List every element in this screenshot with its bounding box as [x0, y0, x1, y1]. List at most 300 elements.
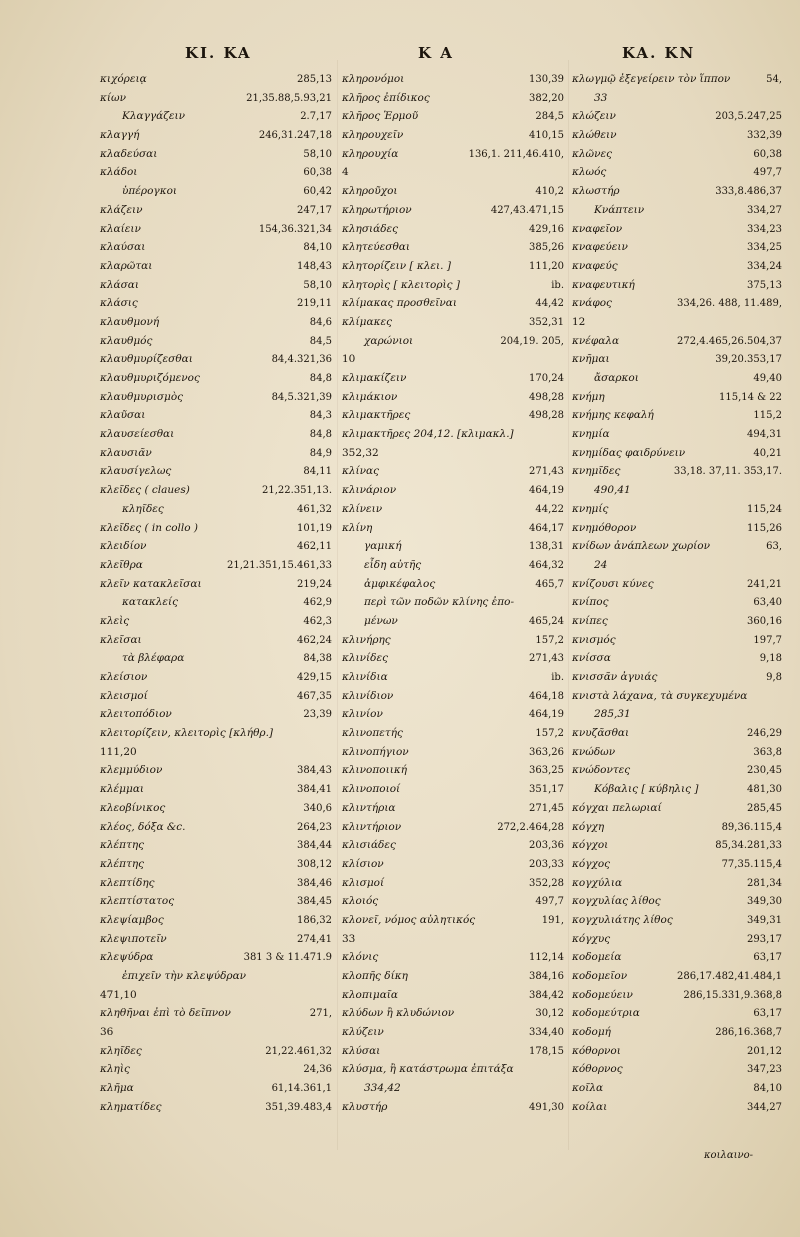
index-entry: [342, 705, 564, 724]
entry-headword: κνιστὰ λάχανα, τὰ συγκεχυμένα: [572, 689, 748, 702]
entry-reference: 247,17: [297, 204, 332, 216]
entry-reference: 491,30: [529, 1101, 564, 1113]
index-entry: [342, 761, 564, 780]
index-entry: [572, 892, 782, 911]
entry-reference: 157,2: [535, 728, 564, 740]
index-entry: [342, 201, 564, 220]
index-entry: [572, 462, 782, 481]
entry-headword: κλητεύεσθαι: [342, 241, 410, 254]
index-entry: [572, 444, 782, 463]
index-entry: [572, 649, 782, 668]
entry-headword: κλιντήριον: [342, 820, 402, 833]
index-entry: [100, 743, 332, 762]
index-entry: [572, 145, 782, 164]
entry-headword: κνίδων ἀνάπλεων χωρίον: [572, 540, 710, 553]
index-entry: [342, 257, 564, 276]
index-entry: [100, 1004, 332, 1023]
entry-reference: 9,8: [766, 672, 782, 683]
entry-reference: 115,2: [753, 410, 782, 422]
entry-reference: 30,12: [535, 1008, 564, 1020]
entry-headword: κλύσαι: [342, 1044, 381, 1057]
index-entry: [572, 1042, 782, 1061]
entry-headword: κλῶνες: [572, 147, 613, 160]
entry-reference: 61,14.361,1: [271, 1083, 332, 1095]
entry-headword: κοδομεύειν: [572, 988, 633, 1001]
index-entry: [572, 911, 782, 930]
entry-reference: 333,8.486,37: [715, 186, 782, 198]
index-entry: [100, 799, 332, 818]
entry-headword: ὑπέρογκοι: [122, 185, 178, 198]
entry-reference: 464,32: [529, 559, 564, 571]
entry-headword: κλεῖδες ( in collo ): [100, 521, 199, 534]
entry-headword: κλητορίζειν [ κλει. ]: [342, 259, 451, 272]
entry-reference: 464,19: [529, 485, 564, 497]
index-entry: [572, 126, 782, 145]
entry-headword: κνίπες: [572, 614, 608, 627]
entry-headword: κλεῖθρα: [100, 558, 143, 571]
entry-reference: 334,26. 488, 11.489,: [677, 298, 782, 310]
entry-reference: 284,5: [535, 111, 564, 123]
entry-reference: 481,30: [747, 784, 782, 796]
entry-headword: κλισιάδες: [342, 839, 396, 852]
index-entry: [572, 724, 782, 743]
entry-reference: 84,10: [303, 242, 332, 254]
index-entry: [100, 89, 332, 108]
index-entry: [100, 276, 332, 295]
entry-headword: 33: [342, 932, 356, 945]
entry-reference: 334,27: [747, 204, 782, 216]
entry-headword: κνήμη: [572, 390, 605, 403]
index-entry: [100, 911, 332, 930]
entry-reference: 246,31.247,18: [258, 130, 332, 142]
entry-reference: 84,3: [309, 410, 332, 422]
entry-headword: κλεψιποτεῖν: [100, 932, 167, 945]
entry-headword: κλαυθμονή: [100, 315, 160, 328]
index-entry: [100, 967, 332, 986]
entry-reference: 464,19: [529, 709, 564, 721]
entry-reference: 272,4.465,26.504,37: [677, 335, 782, 347]
entry-reference: 497,7: [753, 167, 782, 179]
entry-headword: Κνάπτειν: [594, 203, 645, 216]
index-entry: [100, 761, 332, 780]
index-entry: [100, 1079, 332, 1098]
index-entry: [100, 444, 332, 463]
entry-headword: κλάζειν: [100, 203, 143, 216]
index-entry: [342, 1079, 564, 1098]
entry-headword: κληρωτήριον: [342, 203, 412, 216]
index-entry: [342, 948, 564, 967]
entry-headword: κλειτοπόδιον: [100, 708, 172, 721]
entry-headword: 36: [100, 1026, 114, 1039]
index-entry: [342, 668, 564, 687]
index-entry: [342, 163, 564, 182]
entry-reference: 136,1. 211,46.410,: [468, 148, 564, 160]
entry-headword: κλέπτης: [100, 857, 145, 870]
entry-headword: κλάδοι: [100, 166, 138, 179]
index-entry: [100, 593, 332, 612]
entry-reference: 462,11: [297, 541, 332, 553]
entry-reference: 84,4.321,36: [271, 354, 332, 366]
index-entry: [572, 1004, 782, 1023]
entry-reference: 148,43: [297, 260, 332, 272]
entry-reference: 111,20: [529, 260, 564, 272]
index-entry: [572, 780, 782, 799]
index-entry: [342, 556, 564, 575]
entry-headword: κλεοβίνικος: [100, 801, 166, 814]
entry-headword: κλεὶς: [100, 614, 130, 627]
index-entry: [100, 818, 332, 837]
entry-reference: 344,27: [747, 1101, 782, 1113]
index-entry: [572, 743, 782, 762]
entry-reference: 332,39: [747, 130, 782, 142]
entry-reference: 112,14: [529, 952, 564, 964]
index-entry: [572, 481, 782, 500]
entry-headword: κλῆρος ἐπίδικος: [342, 91, 430, 104]
index-entry: [342, 70, 564, 89]
index-entry: [342, 986, 564, 1005]
entry-headword: κλάσαι: [100, 278, 140, 291]
index-entry: [572, 855, 782, 874]
entry-headword: κλεισμοί: [100, 689, 148, 702]
index-entry: [100, 294, 332, 313]
entry-headword: κναφευτική: [572, 278, 635, 291]
entry-reference: 58,10: [303, 148, 332, 160]
entry-reference: 462,24: [297, 634, 332, 646]
index-entry: [100, 948, 332, 967]
entry-headword: κλινοποιική: [342, 764, 407, 777]
entry-reference: 334,23: [747, 223, 782, 235]
index-entry: [342, 107, 564, 126]
entry-reference: 191,: [541, 914, 564, 926]
index-entry: [342, 444, 564, 463]
entry-reference: 382,20: [529, 92, 564, 104]
entry-reference: 115,14 & 22: [719, 391, 782, 403]
index-entry: [572, 705, 782, 724]
entry-headword: κλεψύδρα: [100, 951, 154, 964]
index-entry: [100, 388, 332, 407]
index-entry: [572, 369, 782, 388]
entry-reference: 271,43: [529, 653, 564, 665]
entry-headword: κλυστήρ: [342, 1100, 388, 1113]
index-entry: [342, 388, 564, 407]
entry-reference: 39,20.353,17: [715, 354, 782, 366]
entry-reference: 349,30: [747, 896, 782, 908]
index-entry: [100, 612, 332, 631]
entry-reference: 201,12: [747, 1045, 782, 1057]
entry-headword: κνίπος: [572, 596, 609, 609]
index-entry: [572, 687, 782, 706]
index-entry: [342, 276, 564, 295]
catchword: κοιλαινο-: [704, 1150, 753, 1161]
index-entry: [342, 481, 564, 500]
entry-reference: 462,9: [303, 597, 332, 609]
index-entry: [100, 519, 332, 538]
entry-reference: 334,25: [747, 242, 782, 254]
index-entry: [100, 892, 332, 911]
entry-headword: κόγχοι: [572, 839, 609, 852]
entry-reference: 54,: [766, 74, 782, 85]
entry-headword: περὶ τῶν ποδῶν κλίνης ἐπο-: [364, 596, 515, 609]
entry-reference: 24,36: [303, 1064, 332, 1076]
entry-reference: 462,3: [303, 615, 332, 627]
index-entry: [572, 70, 782, 89]
entry-reference: 197,7: [753, 634, 782, 646]
entry-headword: κίων: [100, 91, 126, 104]
index-entry: [342, 687, 564, 706]
entry-reference: 334,24: [747, 260, 782, 272]
index-entry: [572, 556, 782, 575]
entry-headword: κλεπτίδης: [100, 876, 155, 889]
entry-reference: 84,5: [309, 335, 332, 347]
index-entry: [342, 649, 564, 668]
entry-headword: κλάσις: [100, 297, 138, 310]
entry-reference: 203,36: [529, 840, 564, 852]
entry-reference: 272,2.464,28: [497, 821, 564, 833]
entry-headword: κλινοπετής: [342, 727, 403, 740]
index-entry: [100, 182, 332, 201]
entry-headword: κναφεύς: [572, 259, 618, 272]
entry-headword: κνίσσα: [572, 652, 611, 665]
entry-headword: κλύσμα, ἢ κατάστρωμα ἐπιτάξα: [342, 1063, 514, 1076]
entry-reference: 465,24: [529, 615, 564, 627]
entry-headword: τὰ βλέφαρα: [122, 652, 185, 665]
entry-reference: 351,17: [529, 784, 564, 796]
entry-headword: κληρονόμοι: [342, 73, 405, 85]
index-entry: [572, 575, 782, 594]
entry-reference: 498,28: [529, 410, 564, 422]
index-entry: [572, 89, 782, 108]
entry-reference: 410,2: [535, 186, 564, 198]
entry-headword: κλοπιμαῖα: [342, 988, 399, 1001]
index-entry: [342, 220, 564, 239]
entry-headword: κλινίδες: [342, 652, 388, 665]
entry-reference: 375,13: [747, 279, 782, 291]
entry-headword: κναφεύειν: [572, 241, 628, 254]
index-entry: [572, 350, 782, 369]
index-entry: [342, 500, 564, 519]
index-entry: [572, 818, 782, 837]
index-entry: [572, 593, 782, 612]
index-entry: [100, 705, 332, 724]
index-entry: [572, 874, 782, 893]
index-entry: [342, 593, 564, 612]
entry-headword: 24: [594, 558, 608, 571]
index-entry: [100, 986, 332, 1005]
entry-headword: κιχόρειᾳ: [100, 73, 147, 85]
entry-headword: κλαυθμός: [100, 334, 153, 347]
index-entry: [342, 836, 564, 855]
entry-reference: 241,21: [747, 578, 782, 590]
entry-reference: 219,24: [297, 578, 332, 590]
entry-headword: κοδομεία: [572, 951, 622, 964]
entry-headword: 490,41: [594, 484, 631, 497]
index-entry: [100, 724, 332, 743]
entry-headword: κόθορνοι: [572, 1044, 621, 1057]
column-gutter: [337, 60, 338, 1150]
index-entry: [100, 1098, 332, 1117]
entry-headword: κλαγγή: [100, 129, 140, 142]
index-entry: [572, 761, 782, 780]
index-entry: [572, 1079, 782, 1098]
index-entry: [100, 126, 332, 145]
index-entry: [100, 780, 332, 799]
entry-reference: 23,39: [303, 709, 332, 721]
index-entry: [572, 631, 782, 650]
entry-reference: 429,16: [529, 223, 564, 235]
index-entry: [342, 537, 564, 556]
index-entry: [572, 406, 782, 425]
entry-headword: Κόβαλις [ κύβηλις ]: [594, 783, 699, 796]
entry-headword: κλιμακίζειν: [342, 372, 407, 384]
index-entry: [100, 649, 332, 668]
entry-headword: κλαυσίγελως: [100, 465, 172, 478]
entry-reference: 384,43: [297, 765, 332, 777]
entry-reference: 349,31: [747, 914, 782, 926]
entry-reference: 60,42: [303, 186, 332, 198]
index-entry: [100, 537, 332, 556]
index-entry: [572, 425, 782, 444]
entry-headword: 12: [572, 315, 586, 328]
entry-headword: κλινίδια: [342, 671, 388, 683]
entry-headword: κνήμης κεφαλή: [572, 409, 654, 422]
entry-headword: κλεψίαμβος: [100, 913, 164, 926]
entry-reference: 130,39: [529, 74, 564, 85]
entry-headword: κνέφαλα: [572, 334, 620, 347]
entry-headword: 285,31: [594, 708, 631, 721]
index-entry: [572, 294, 782, 313]
index-entry: [342, 369, 564, 388]
index-entry: [100, 257, 332, 276]
entry-reference: 84,6: [309, 316, 332, 328]
entry-reference: 84,5.321,39: [271, 391, 332, 403]
entry-headword: Κλαγγάζειν: [122, 110, 186, 123]
entry-headword: κόγχος: [572, 857, 611, 870]
entry-reference: 384,41: [297, 784, 332, 796]
entry-reference: 186,32: [297, 914, 332, 926]
entry-reference: 21,22.461,32: [265, 1045, 332, 1057]
entry-headword: κλινίον: [342, 708, 383, 721]
entry-headword: κληματίδες: [100, 1100, 162, 1113]
entry-headword: κληθῆναι ἐπὶ τὸ δεῖπνον: [100, 1007, 231, 1020]
entry-reference: 138,31: [529, 541, 564, 553]
entry-headword: κλωστήρ: [572, 185, 620, 198]
entry-reference: 246,29: [747, 728, 782, 740]
entry-reference: 63,17: [753, 1008, 782, 1020]
entry-reference: 49,40: [753, 373, 782, 384]
entry-reference: 44,42: [535, 298, 564, 310]
entry-headword: κοῖλα: [572, 1082, 604, 1095]
index-entry: [572, 519, 782, 538]
entry-headword: κλύζειν: [342, 1026, 384, 1039]
entry-reference: 84,9: [309, 447, 332, 459]
entry-reference: 286,17.482,41.484,1: [677, 971, 782, 982]
index-entry: [342, 1042, 564, 1061]
entry-headword: κνώδοντες: [572, 764, 631, 777]
entry-reference: 203,5.247,25: [715, 111, 782, 123]
entry-headword: κνισμός: [572, 633, 616, 646]
entry-headword: κλώζειν: [572, 110, 616, 123]
entry-headword: κοδομεῖον: [572, 970, 628, 982]
entry-reference: 464,17: [529, 522, 564, 534]
entry-reference: 9,18: [759, 653, 782, 665]
entry-reference: 170,24: [529, 373, 564, 384]
entry-reference: 101,19: [297, 522, 332, 534]
index-entry: [572, 388, 782, 407]
entry-headword: κλωός: [572, 166, 607, 179]
entry-reference: 21,35.88,5.93,21: [246, 92, 332, 104]
entry-reference: 384,16: [529, 971, 564, 982]
entry-headword: κλιμάκιον: [342, 390, 398, 403]
index-entry: [100, 631, 332, 650]
entry-reference: 340,6: [303, 802, 332, 814]
entry-reference: 381 3 & 11.471.9: [243, 952, 332, 964]
entry-headword: κληὶς: [100, 1063, 130, 1076]
entry-reference: 360,16: [747, 615, 782, 627]
entry-headword: 352,32: [342, 446, 379, 459]
entry-headword: κναφεῖον: [572, 222, 623, 235]
index-entry: [342, 892, 564, 911]
entry-headword: κλίνας: [342, 465, 380, 478]
entry-reference: 40,21: [753, 447, 782, 459]
entry-reference: 274,41: [297, 933, 332, 945]
entry-headword: κλαυσιᾶν: [100, 446, 152, 459]
entry-reference: 84,8: [309, 429, 332, 441]
entry-headword: ἀμφικέφαλος: [364, 577, 436, 590]
index-entry: [342, 182, 564, 201]
entry-headword: κογχυλίας λίθος: [572, 895, 661, 908]
entry-reference: 115,26: [747, 522, 782, 534]
entry-headword: κλιντήρια: [342, 801, 396, 814]
index-entry: [100, 313, 332, 332]
entry-reference: 58,10: [303, 279, 332, 291]
entry-reference: 63,: [766, 541, 782, 553]
entry-reference: 84,10: [753, 1083, 782, 1095]
entry-headword: κνημίς: [572, 502, 609, 515]
entry-reference: 427,43.471,15: [490, 204, 564, 216]
entry-headword: κοδομή: [572, 1026, 611, 1039]
entry-headword: κλοπῆς δίκη: [342, 970, 408, 982]
entry-headword: κληῖδες: [122, 502, 164, 515]
entry-headword: κλίμακες: [342, 315, 392, 328]
entry-headword: κλαυθμυριζόμενος: [100, 372, 200, 384]
index-entry: [342, 145, 564, 164]
entry-reference: 264,23: [297, 821, 332, 833]
index-entry: [342, 350, 564, 369]
entry-reference: 60,38: [303, 167, 332, 179]
index-entry: [572, 1060, 782, 1079]
entry-headword: κλωγμῷ ἐξεγείρειν τὸν ἵππον: [572, 73, 731, 85]
entry-headword: κνημίδας φαιδρύνειν: [572, 446, 686, 459]
entry-reference: 363,8: [753, 746, 782, 758]
entry-reference: 285,45: [747, 802, 782, 814]
index-entry: [342, 89, 564, 108]
entry-reference: ib.: [551, 672, 564, 683]
entry-reference: 85,34.281,33: [715, 840, 782, 852]
entry-headword: κλονεῖ, νόμος αὐλητικός: [342, 913, 476, 926]
index-entry: [100, 874, 332, 893]
entry-headword: κλινοπήγιον: [342, 745, 409, 758]
entry-reference: 384,44: [297, 840, 332, 852]
index-entry: [342, 332, 564, 351]
index-entry: [100, 238, 332, 257]
entry-reference: 351,39.483,4: [265, 1101, 332, 1113]
index-entry: [572, 537, 782, 556]
entry-headword: εἶδη αὐτῆς: [364, 558, 422, 571]
entry-headword: κνώδων: [572, 745, 616, 758]
index-entry: [572, 1023, 782, 1042]
entry-headword: κλύδων ἢ κλυδώνιον: [342, 1007, 455, 1020]
entry-headword: κλαυθμυρισμὸς: [100, 390, 184, 403]
